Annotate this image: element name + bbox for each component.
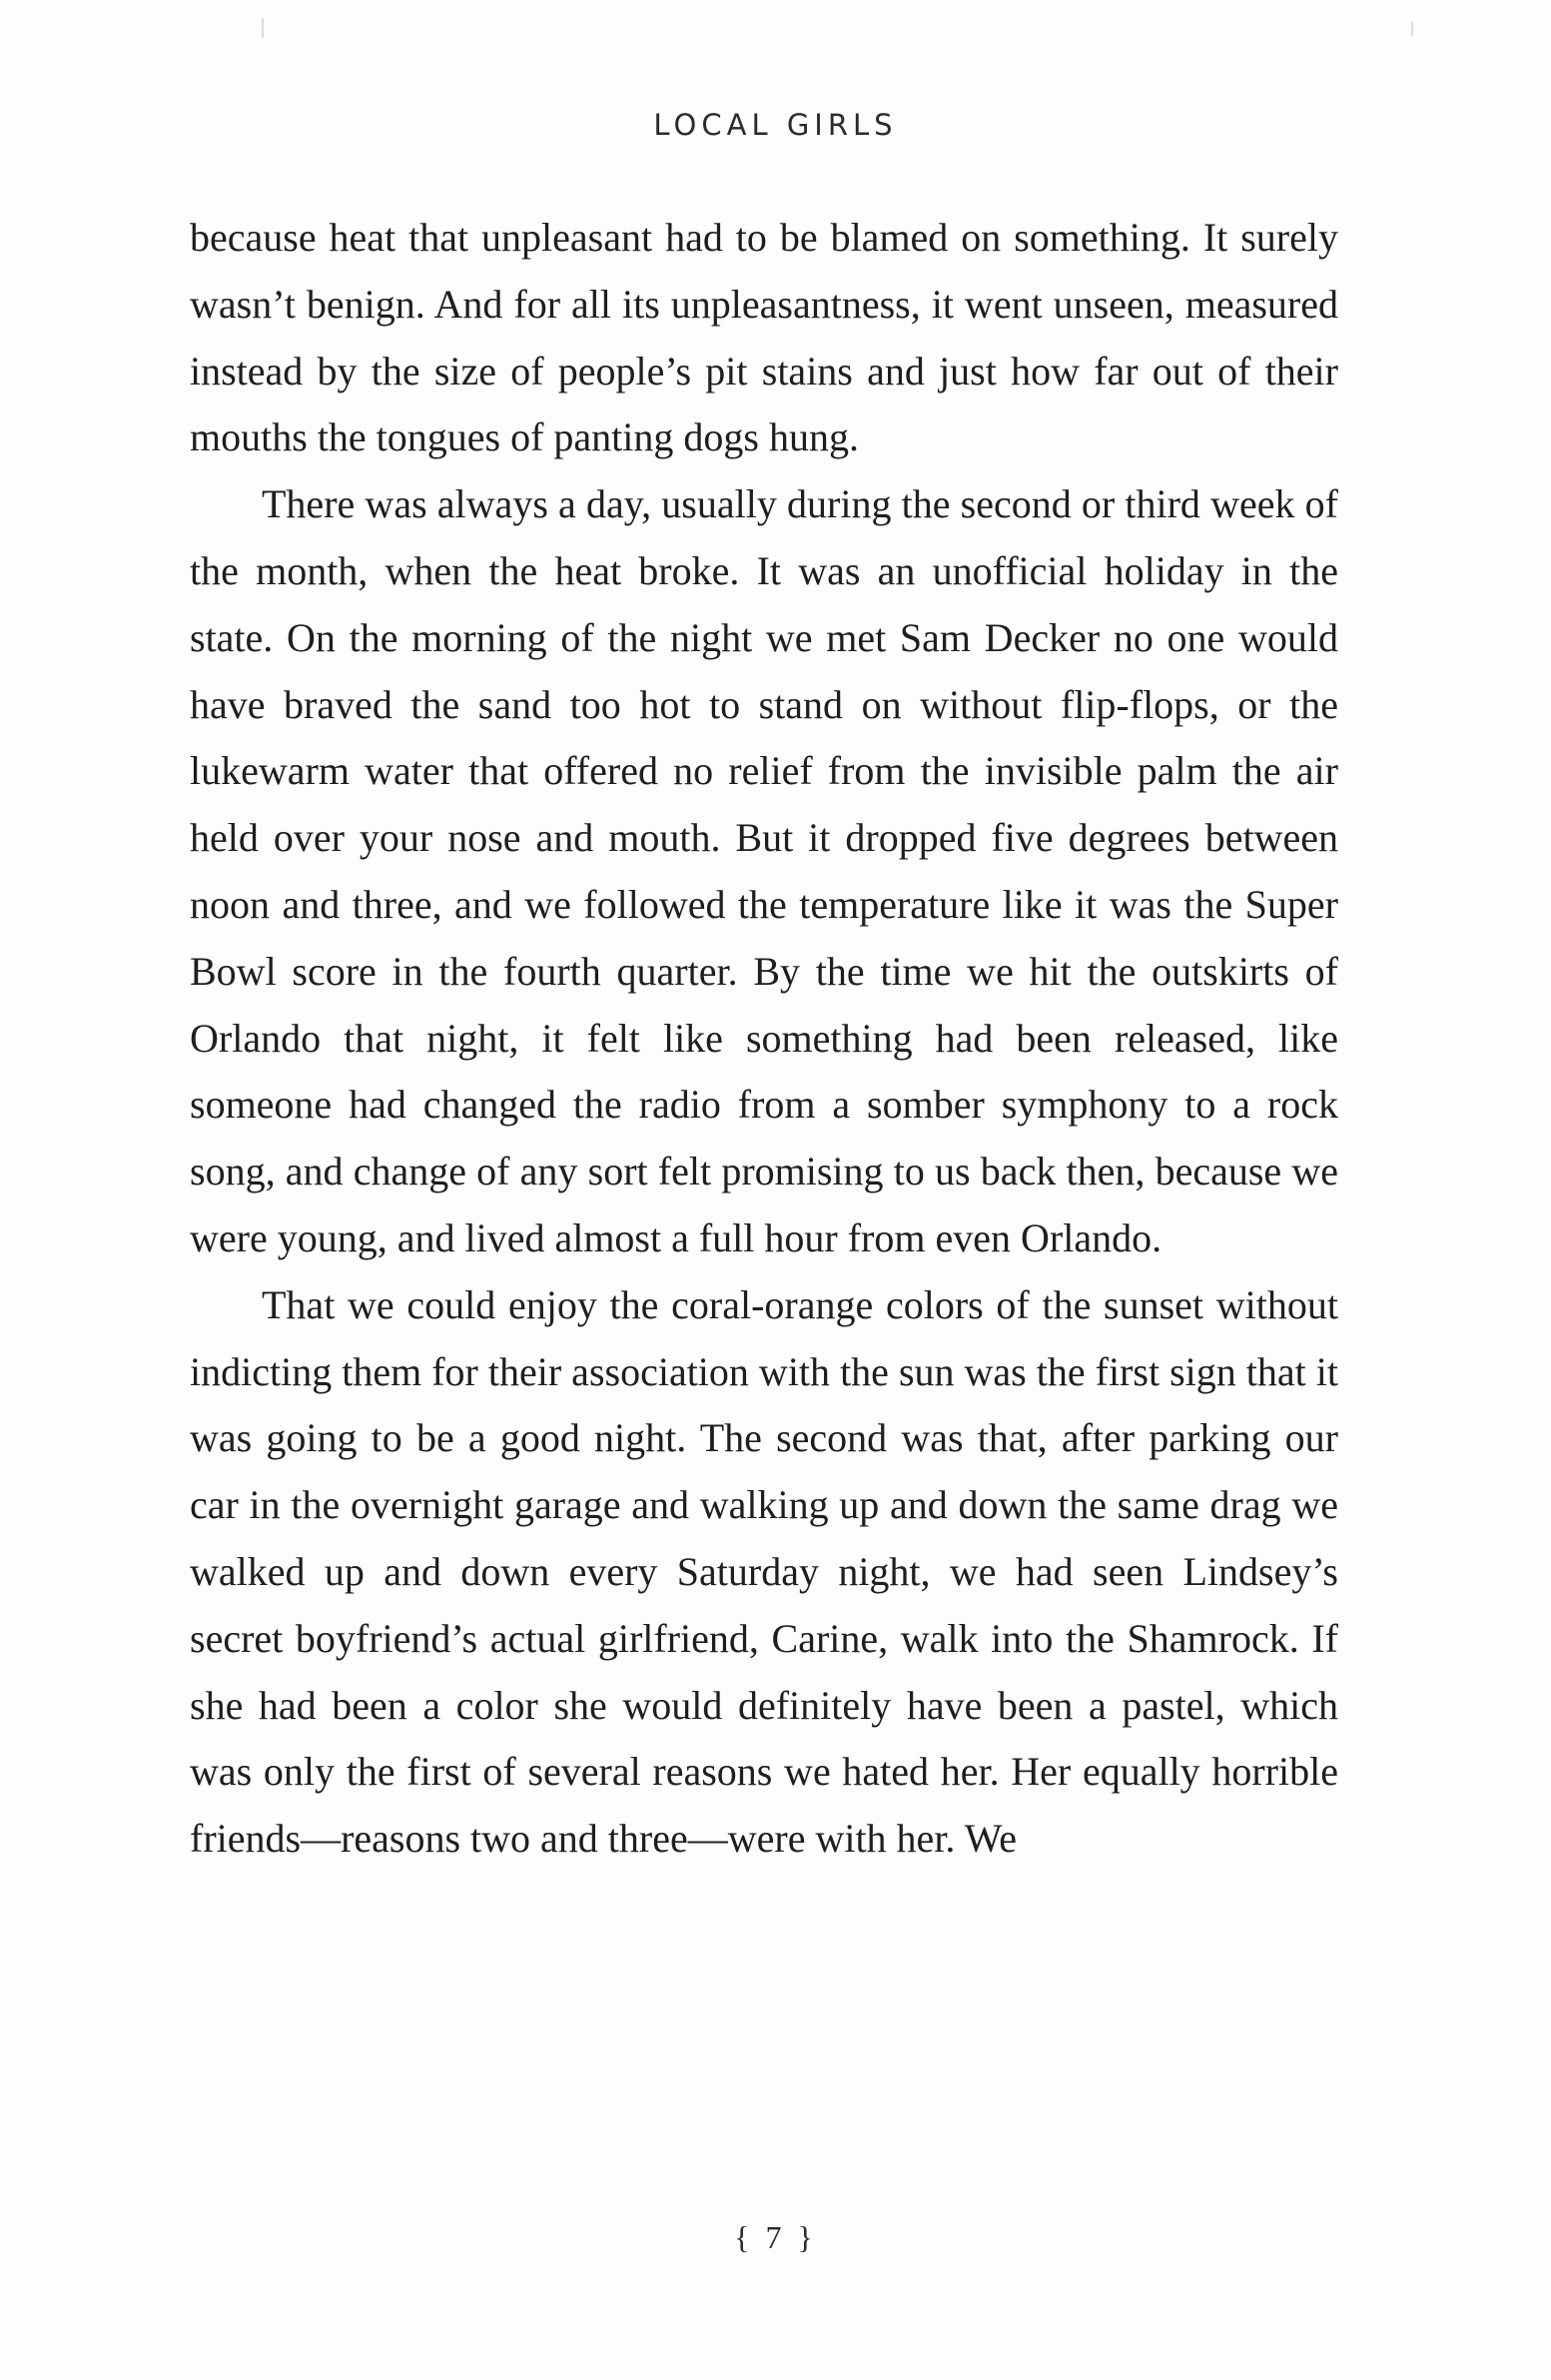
body-text bbox=[190, 205, 1338, 1873]
paragraph: That we could enjoy the coral-orange colors of the sunset without indicting them for their association with the sun was the first sign that it was going to be a good night. The second was that, after parking our car in the overnight garage and walking up and down the same drag we walked up and down every Saturday night, we had seen Lindsey’s secret boyfriend’s actual girlfriend, Carine, walk into the Shamrock. If she had been a color she would definitely have been a pastel, which was only the first of several reasons we hated her. Her equally horrible friends—reasons two and three—were with her. We bbox=[190, 1281, 1338, 1862]
scan-speck bbox=[1411, 22, 1413, 36]
running-head: LOCAL GIRLS bbox=[653, 108, 898, 142]
scan-speck bbox=[262, 18, 264, 38]
paragraph: because heat that unpleasant had to be blamed on something. It surely wasn’t benign. And for all its unpleasantness, it went unseen, measured instead by the size of people’s pit stains and just how far out of their mouths the tongues of panting dogs hung. bbox=[190, 215, 1338, 460]
page-number: { 7 } bbox=[734, 2219, 817, 2255]
paragraph: There was always a day, usually during the second or third week of the month, when the heat broke. It was an unofficial holiday in the state. On the morning of the night we met Sam Decker no one would have braved the sand too hot to stand on without flip-flops, or the lukewarm water that offered no relief from the invisible palm the air held over your nose and mouth. But it dropped five degrees between noon and three, and we followed the temperature like it was the Super Bowl score in the fourth quarter. By the time we hit the outskirts of Orlando that night, it felt like something had been released, like someone had changed the radio from a somber symphony to a rock song, and change of any sort felt promising to us back then, because we were young, and lived almost a full hour from even Orlando. bbox=[190, 481, 1338, 1260]
